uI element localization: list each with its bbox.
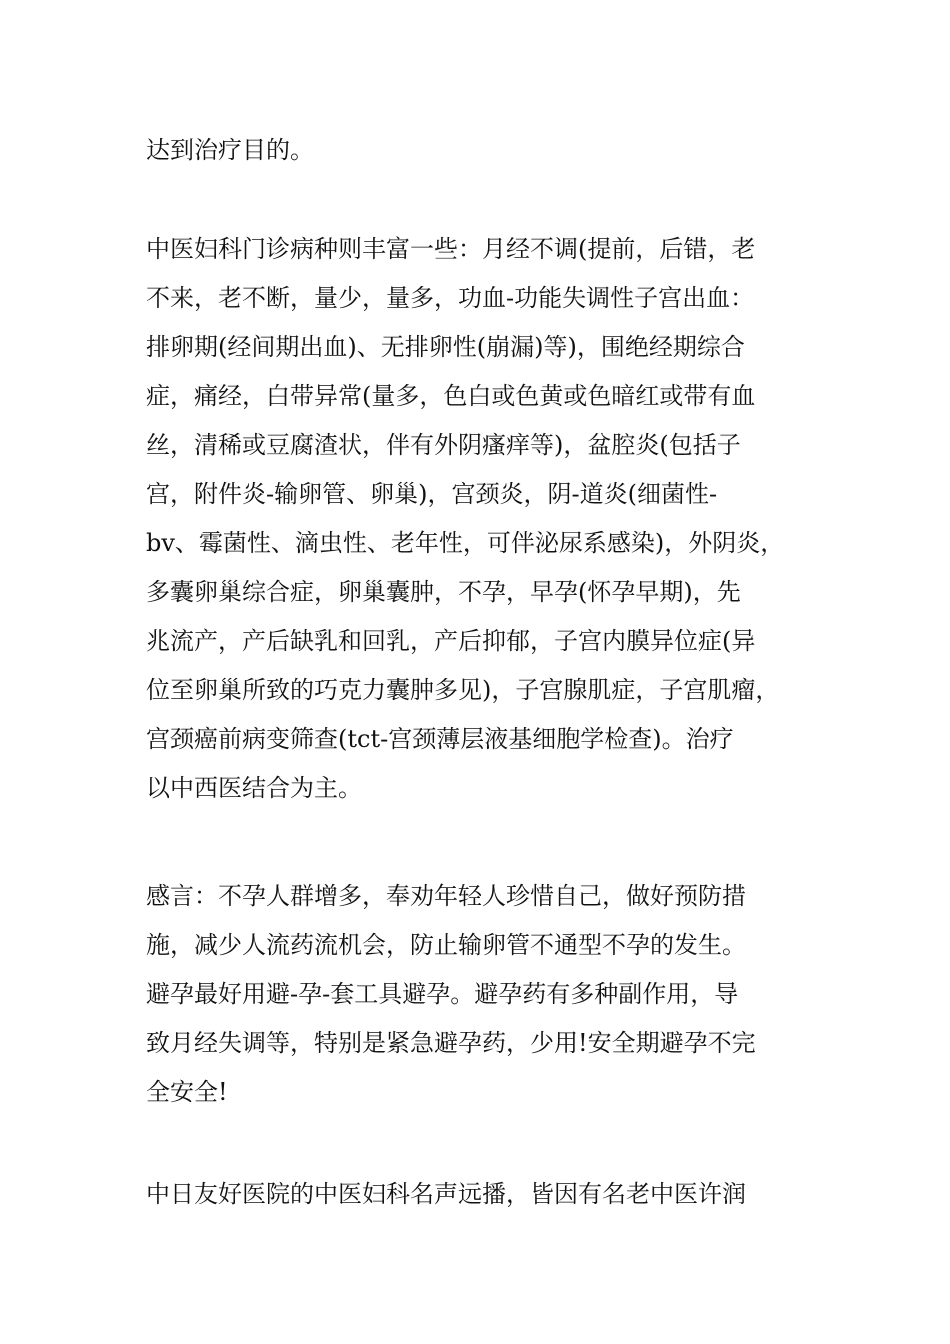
paragraph-line: 排卵期(经间期出血)、无排卵性(崩漏)等)，围绝经期综合: [146, 333, 745, 361]
paragraph-line: 感言：不孕人群增多，奉劝年轻人珍惜自己，做好预防措: [146, 882, 746, 910]
paragraph-line: 中医妇科门诊病种则丰富一些：月经不调(提前，后错，老: [146, 235, 756, 263]
paragraph-line: 施，减少人流药流机会，防止输卵管不通型不孕的发生。: [146, 931, 746, 959]
paragraph-line: 症，痛经，白带异常(量多，色白或色黄或色暗红或带有血: [146, 382, 756, 410]
paragraph-line: 丝，清稀或豆腐渣状，伴有外阴瘙痒等)，盆腔炎(包括子: [146, 431, 741, 459]
paragraph-1: [146, 126, 836, 175]
paragraph-line: 位至卵巢所致的巧克力囊肿多见)，子宫腺肌症，子宫肌瘤，: [146, 676, 780, 704]
paragraph-line: 避孕最好用避-孕-套工具避孕。避孕药有多种副作用，导: [146, 980, 739, 1008]
paragraph-line: 兆流产，产后缺乳和回乳，产后抑郁，子宫内膜异位症(异: [146, 627, 756, 655]
paragraph-line: 致月经失调等，特别是紧急避孕药，少用!安全期避孕不完: [146, 1029, 756, 1057]
paragraph-4: [146, 1170, 836, 1219]
paragraph-line: 达到治疗目的。: [146, 136, 314, 164]
paragraph-3: [146, 872, 836, 1117]
paragraph-line: 以中西医结合为主。: [146, 774, 362, 802]
paragraph-line: 宫颈癌前病变筛查(tct-宫颈薄层液基细胞学检查)。治疗: [146, 725, 734, 753]
paragraph-line: bv、霉菌性、滴虫性、老年性，可伴泌尿系感染)，外阴炎，: [146, 529, 785, 557]
paragraph-line: 全安全!: [146, 1078, 228, 1106]
paragraph-2: [146, 225, 836, 813]
paragraph-line: 多囊卵巢综合症，卵巢囊肿，不孕，早孕(怀孕早期)，先: [146, 578, 741, 606]
paragraph-line: 不来，老不断，量少，量多，功血-功能失调性子宫出血：: [146, 284, 755, 312]
paragraph-line: 宫，附件炎-输卵管、卵巢)，宫颈炎，阴-道炎(细菌性-: [146, 480, 718, 508]
paragraph-line: 中日友好医院的中医妇科名声远播，皆因有名老中医许润: [146, 1180, 746, 1208]
